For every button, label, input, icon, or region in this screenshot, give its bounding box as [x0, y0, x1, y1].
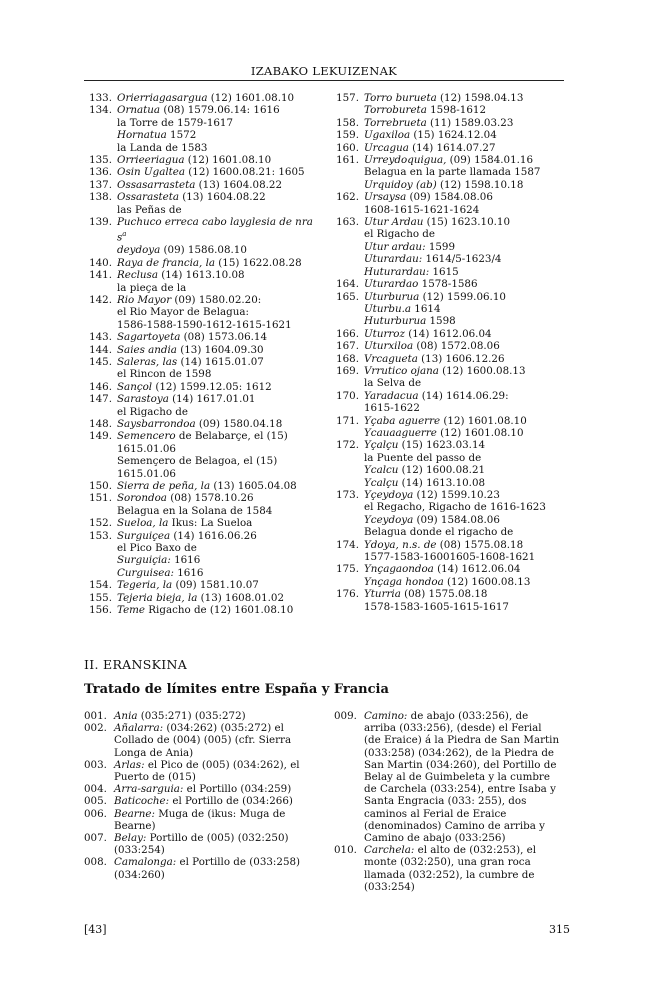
- entry-number: 010.: [334, 844, 357, 857]
- index-entry: [84, 604, 322, 616]
- entry-number: 141.: [89, 269, 112, 282]
- entry-text: Tegeria, la (09) 1581.10.07: [117, 579, 259, 592]
- entry-text: Sierra de peña, la (13) 1605.04.08: [117, 480, 297, 493]
- index-entry: [84, 430, 322, 480]
- index-entry: [84, 517, 322, 529]
- appendix-column-left: [84, 710, 334, 881]
- entry-number: 155.: [89, 591, 112, 604]
- index-entry: [84, 418, 322, 430]
- index-entry: [84, 191, 322, 216]
- entry-text: Arlas: el Pico de (005) (034:262), el Puerto de (015): [114, 758, 300, 784]
- entry-text: Ydoya, n.s. de (08) 1575.08.18 1577-1583-16001605-1608-1621: [364, 538, 536, 564]
- entry-number: 175.: [336, 563, 359, 576]
- index-entry: [331, 539, 571, 564]
- entry-number: 173.: [336, 489, 359, 501]
- entry-text: Ornatua (08) 1579.06.14: 1616 la Torre de 1579-1617 Hornatua 1572 la Landa de 1583: [117, 104, 280, 154]
- entry-number: 003.: [84, 758, 107, 771]
- index-entry: [331, 142, 571, 154]
- index-entry: [331, 278, 571, 290]
- index-entry: [84, 530, 322, 580]
- appendix-column-right: [334, 710, 574, 893]
- entry-number: 156.: [89, 604, 112, 617]
- index-entry: [84, 710, 334, 722]
- entry-number: 161.: [336, 154, 359, 167]
- index-column-left: [84, 92, 322, 616]
- index-entry: [331, 588, 571, 613]
- entry-text: Semencero de Belabarçe, el (15) 1615.01.06 Semençero de Belagoa, el (15) 1615.01.06: [117, 430, 288, 480]
- entry-text: Ossarasteta (13) 1604.08.22 las Peñas de: [117, 191, 266, 216]
- index-entry: [331, 563, 571, 588]
- index-entry: [84, 381, 322, 393]
- entry-text: Puchuco erreca cabo layglesia de nra $s^a$ deydoya (09) 1586.08.10: [117, 216, 313, 257]
- entry-number: 138.: [89, 191, 112, 204]
- entry-number: 137.: [89, 178, 112, 191]
- index-entry: [84, 856, 334, 880]
- entry-text: Osin Ugaltea (12) 1600.08.21: 1605: [117, 166, 305, 179]
- entry-text: Baticoche: el Portillo de (034:266): [114, 795, 293, 808]
- entry-text: Ynçagaondoa (14) 1612.06.04 Ynçaga hondoa (12) 1600.08.13: [364, 563, 531, 588]
- entry-text: Bearne: Muga de (ikus: Muga de Bearne): [114, 807, 286, 832]
- entry-number: 166.: [336, 327, 359, 340]
- entry-number: 008.: [84, 856, 107, 869]
- index-entry: [84, 331, 322, 343]
- index-entry: [84, 344, 322, 356]
- entry-text: Ugaxiloa (15) 1624.12.04: [364, 129, 497, 142]
- entry-number: 157.: [336, 92, 359, 104]
- entry-number: 006.: [84, 807, 107, 820]
- index-entry: [331, 390, 571, 415]
- index-entry: [84, 492, 322, 517]
- index-entry: [331, 340, 571, 352]
- entry-number: 169.: [336, 364, 359, 377]
- index-entry: [84, 783, 334, 795]
- entry-text: Yturria (08) 1575.08.18 1578-1583-1605-1615-1617: [364, 588, 509, 613]
- entry-number: 145.: [89, 355, 112, 368]
- running-header: IZABAKO LEKUIZENAK: [250, 64, 398, 78]
- entry-number: 153.: [89, 529, 112, 542]
- entry-text: Urreydoquigua, (09) 1584.01.16 Belagua en la parte llamada 1587 Urquidoy (ab) (12) 1598.10.18: [364, 154, 541, 191]
- entry-number: 159.: [336, 129, 359, 142]
- entry-number: 162.: [336, 191, 359, 204]
- index-entry: [84, 216, 322, 257]
- footer-bracket-number: [43]: [84, 923, 107, 936]
- entry-text: Vrrutico ojana (12) 1600.08.13 la Selva de: [364, 364, 526, 390]
- entry-number: 005.: [84, 795, 107, 808]
- entry-number: 136.: [89, 166, 112, 179]
- entry-text: Saleras, las (14) 1615.01.07 el Rincon de 1598: [117, 355, 264, 381]
- index-entry: [84, 269, 322, 294]
- entry-number: 149.: [89, 430, 112, 443]
- index-entry: [84, 356, 322, 381]
- entry-text: Carchela: el alto de (032:253), el monte (032:250), una gran roca llamada (032:252), la cumbre de (033:254): [364, 844, 537, 893]
- entry-number: 172.: [336, 439, 359, 452]
- index-entry: [331, 328, 571, 340]
- entry-number: 151.: [89, 492, 112, 505]
- entry-number: 135.: [89, 154, 112, 167]
- entry-text: Sueloa, la Ikus: La Sueloa: [117, 517, 253, 530]
- entry-text: Uturburua (12) 1599.06.10 Uturbu.a 1614 Huturburua 1598: [364, 290, 506, 328]
- entry-number: 009.: [334, 710, 357, 722]
- index-entry: [84, 154, 322, 166]
- entry-text: Torro burueta (12) 1598.04.13 Torrobureta 1598-1612: [364, 92, 524, 117]
- entry-number: 142.: [89, 293, 112, 306]
- index-entry: [84, 795, 334, 807]
- index-entry: [84, 92, 322, 104]
- entry-number: 171.: [336, 414, 359, 427]
- index-entry: [331, 365, 571, 390]
- entry-text: Belay: Portillo de (005) (032:250) (033:254): [114, 832, 289, 857]
- index-entry: [84, 294, 322, 331]
- index-entry: [84, 808, 334, 832]
- entry-number: 164.: [336, 278, 359, 291]
- index-entry: [84, 592, 322, 604]
- index-entry: [84, 480, 322, 492]
- entry-number: 144.: [89, 343, 112, 356]
- index-entry: [84, 722, 334, 759]
- entry-text: Uturxiloa (08) 1572.08.06: [364, 340, 500, 353]
- entry-text: Surguiçea (14) 1616.06.26 el Pico Baxo de Surguiçia: 1616 Curguisea: 1616: [117, 529, 257, 579]
- index-column-right: [331, 92, 571, 613]
- entry-text: Reclusa (14) 1613.10.08 la pieça de la: [117, 269, 245, 294]
- entry-text: Ursaysa (09) 1584.08.06 1608-1615-1621-1624: [364, 191, 493, 216]
- index-entry: [84, 179, 322, 191]
- index-entry: [334, 710, 574, 844]
- index-entry: [84, 104, 322, 154]
- entry-text: Orierriagasargua (12) 1601.08.10: [117, 92, 295, 104]
- entry-number: 152.: [89, 517, 112, 530]
- entry-text: Raya de francia, la (15) 1622.08.28: [117, 256, 302, 269]
- index-entry: [331, 415, 571, 440]
- entry-text: Sorondoa (08) 1578.10.26 Belagua en la Solana de 1584: [117, 492, 273, 517]
- entry-number: 158.: [336, 116, 359, 129]
- entry-number: 160.: [336, 141, 359, 154]
- entry-number: 163.: [336, 216, 359, 229]
- index-entry: [84, 579, 322, 591]
- index-entry: [84, 393, 322, 418]
- entry-text: Teme Rigacho de (12) 1601.08.10: [117, 604, 294, 617]
- entry-number: 165.: [336, 290, 359, 303]
- entry-text: Yaradacua (14) 1614.06.29: 1615-1622: [364, 389, 509, 415]
- index-entry: [331, 129, 571, 141]
- entry-number: 139.: [89, 216, 112, 229]
- entry-number: 133.: [89, 92, 112, 104]
- entry-number: 168.: [336, 352, 359, 365]
- section-title: Tratado de límites entre España y Francia: [84, 682, 389, 697]
- index-entry: [331, 489, 571, 539]
- entry-number: 170.: [336, 389, 359, 402]
- entry-text: Yçalçu (15) 1623.03.14 la Puente del passo de Ycalcu (12) 1600.08.21 Ycalçu (14) 1613.10.08: [364, 439, 486, 489]
- entry-text: Yçeydoya (12) 1599.10.23 el Regacho, Rigacho de 1616-1623 Yceydoya (09) 1584.08.06 Belagua donde el rigacho de: [364, 489, 546, 539]
- entry-number: 148.: [89, 417, 112, 430]
- index-entry: [331, 439, 571, 489]
- index-entry: [331, 353, 571, 365]
- entry-text: Utur Ardau (15) 1623.10.10 el Rigacho de Utur ardau: 1599 Uturardau: 1614/5-1623/4 Huturardau: 1615: [364, 216, 511, 278]
- entry-text: Torrebrueta (11) 1589.03.23: [364, 116, 514, 129]
- entry-text: Saies andia (13) 1604.09.30: [117, 343, 264, 356]
- entry-number: 150.: [89, 480, 112, 493]
- entry-number: 147.: [89, 393, 112, 406]
- index-entry: [84, 257, 322, 269]
- entry-text: Sagartoyeta (08) 1573.06.14: [117, 331, 268, 344]
- entry-text: Camalonga: el Portillo de (033:258) (034:260): [114, 856, 301, 881]
- index-entry: [84, 166, 322, 178]
- entry-text: Yçaba aguerre (12) 1601.08.10 Ycauaaguerre (12) 1601.08.10: [364, 414, 527, 439]
- entry-number: 146.: [89, 380, 112, 393]
- index-entry: [334, 844, 574, 893]
- entry-text: Uturardao 1578-1586: [364, 278, 478, 291]
- entry-number: 007.: [84, 832, 107, 845]
- entry-text: Saysbarrondoa (09) 1580.04.18: [117, 417, 283, 430]
- entry-text: Urcagua (14) 1614.07.27: [364, 141, 496, 154]
- entry-text: Tejeria bieja, la (13) 1608.01.02: [117, 591, 285, 604]
- entry-number: 176.: [336, 588, 359, 601]
- entry-number: 004.: [84, 783, 107, 796]
- entry-text: Rio Mayor (09) 1580.02.20: el Rio Mayor de Belagua: 1586-1588-1590-1612-1615-1621: [117, 293, 292, 331]
- entry-text: Sançol (12) 1599.12.05: 1612: [117, 380, 272, 393]
- entry-number: 167.: [336, 340, 359, 353]
- index-entry: [331, 92, 571, 117]
- index-entry: [331, 154, 571, 191]
- entry-number: 154.: [89, 579, 112, 592]
- entry-number: 143.: [89, 331, 112, 344]
- index-entry: [331, 291, 571, 328]
- entry-number: 001.: [84, 710, 107, 722]
- section-heading: II. ERANSKINA: [84, 657, 188, 672]
- entry-number: 002.: [84, 722, 107, 735]
- entry-text: Vrcagueta (13) 1606.12.26: [364, 352, 505, 365]
- entry-text: Añalarra: (034:262) (035:272) el Collado de (004) (005) (cfr. Sierra Longa de Ania): [114, 722, 292, 759]
- index-entry: [331, 216, 571, 278]
- index-entry: [84, 759, 334, 783]
- entry-text: Orrieeriagua (12) 1601.08.10: [117, 154, 272, 167]
- entry-text: Arra-sarguia: el Portillo (034:259): [114, 783, 292, 796]
- entry-text: Uturroz (14) 1612.06.04: [364, 327, 492, 340]
- entry-number: 140.: [89, 256, 112, 269]
- index-entry: [84, 832, 334, 856]
- entry-text: Sarastoya (14) 1617.01.01 el Rigacho de: [117, 393, 256, 418]
- index-entry: [331, 191, 571, 216]
- entry-number: 174.: [336, 538, 359, 551]
- entry-text: Camino: de abajo (033:256), de arriba (033:256), (desde) el Ferial (de Eraice) á la Piedra de San Martin (033:258) (034:262), de la Piedra de San Martin (034:260), del Portillo de Belay al de Guimbeleta y la cumbre de Carchela (033:254), entre Isaba y Santa Engracia (033: 255), dos caminos al Ferial de Eraice (denominados) Camino de arriba y Camino de abajo (033:256): [364, 710, 560, 845]
- index-entry: [331, 117, 571, 129]
- entry-number: 134.: [89, 104, 112, 117]
- entry-text: Ania (035:271) (035:272): [114, 710, 246, 722]
- entry-text: Ossasarrasteta (13) 1604.08.22: [117, 178, 282, 191]
- header-rule: [84, 80, 564, 81]
- page-number: 315: [549, 923, 570, 936]
